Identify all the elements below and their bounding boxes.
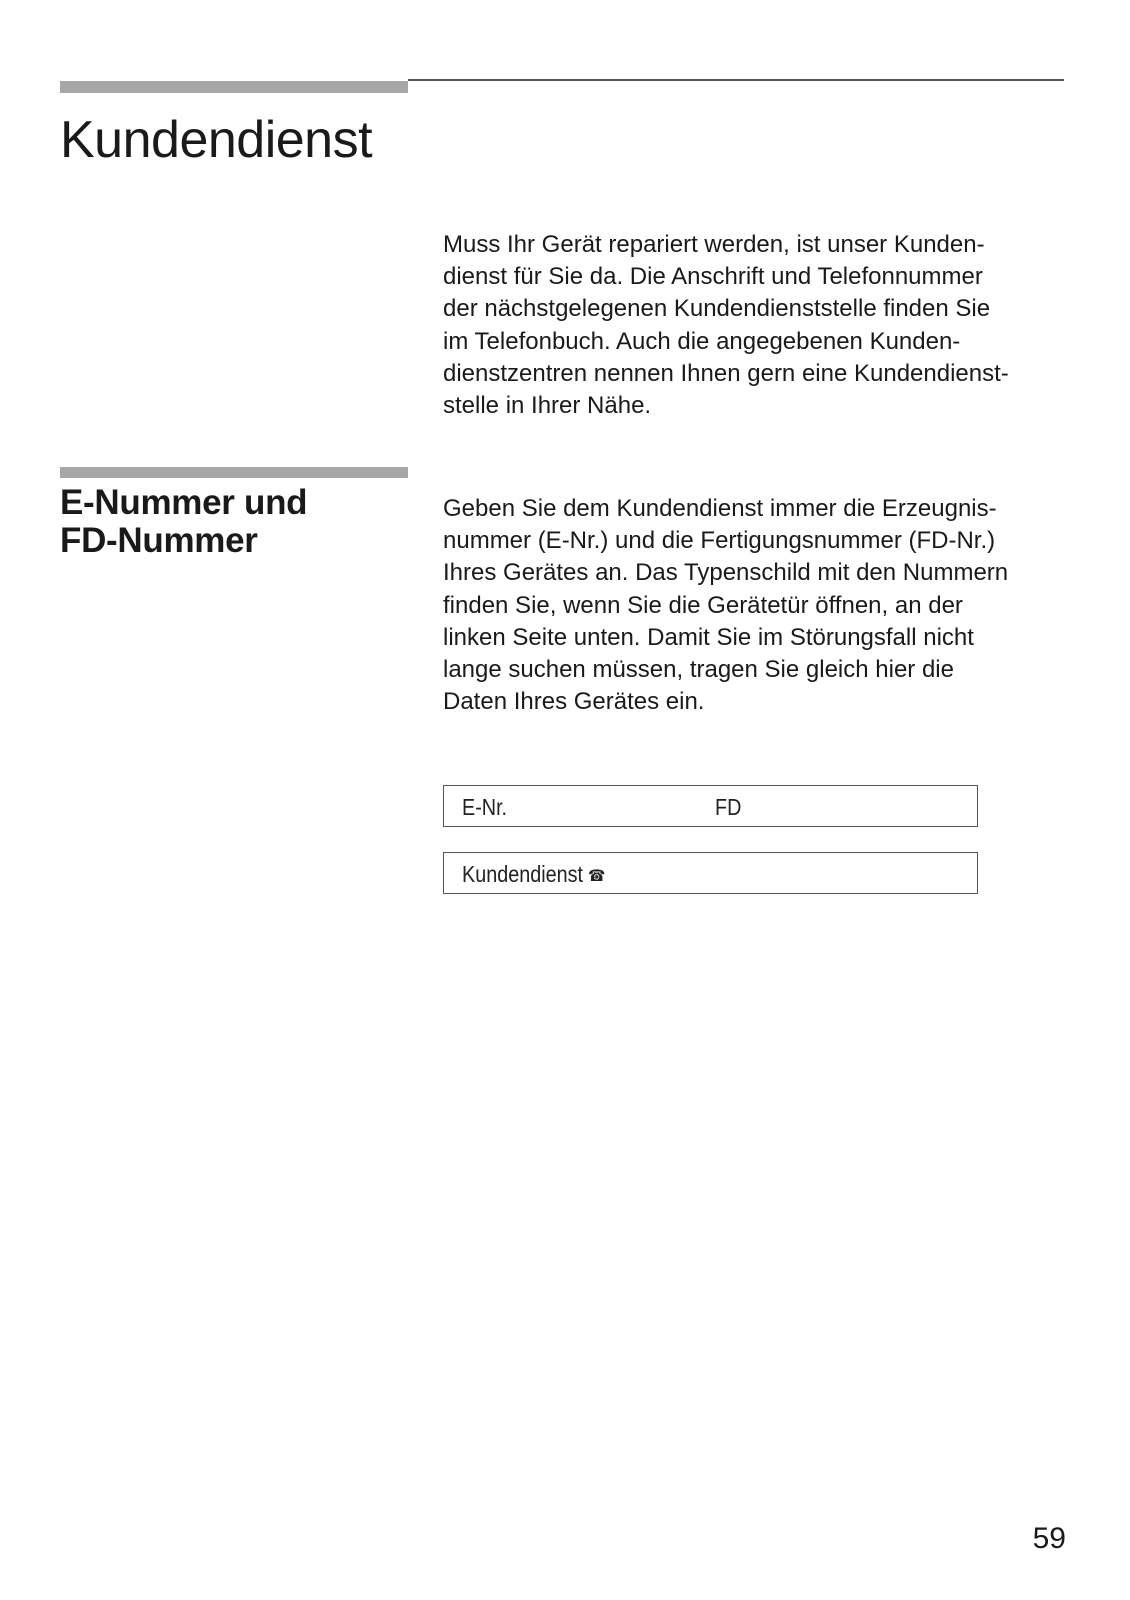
section-line: lange suchen müssen, tragen Sie gleich hier die [443, 656, 954, 684]
service-label-wrap [462, 861, 605, 888]
intro-line: stelle in Ihrer Nähe. [443, 392, 652, 420]
section-title-line: E-Nummer und [60, 483, 308, 522]
intro-line: im Telefonbuch. Auch die angegebenen Kunden- [443, 327, 961, 355]
section-line: Geben Sie dem Kundendienst immer die Erzeugnis- [443, 495, 997, 522]
section-line: finden Sie, wenn Sie die Gerätetür öffnen, an der [443, 591, 963, 619]
intro-line: der nächstgelegenen Kundendienststelle finden Sie [443, 295, 991, 323]
intro-line: Muss Ihr Gerät repariert werden, ist unser Kunden- [443, 231, 985, 258]
section-line: linken Seite unten. Damit Sie im Störungsfall nicht [443, 623, 974, 651]
header-rule-thin [408, 79, 1064, 81]
service-label: Kundendienst [462, 861, 583, 887]
section-line: Daten Ihres Gerätes ein. [443, 688, 705, 716]
intro-line: dienstzentren nennen Ihnen gern eine Kundendienst- [443, 359, 1009, 387]
service-field-box[interactable] [443, 852, 978, 894]
section-paragraph [443, 493, 1073, 718]
section-line: nummer (E-Nr.) und die Fertigungsnummer (FD-Nr.) [443, 527, 996, 555]
intro-paragraph [443, 229, 1073, 422]
phone-icon: ☎ [588, 868, 606, 885]
page-number: 59 [1032, 1522, 1066, 1555]
header-rule-thick [60, 81, 408, 93]
enr-label: E-Nr. [462, 794, 508, 820]
section-title-line: FD-Nummer [60, 521, 258, 560]
section-line: Ihres Gerätes an. Das Typenschild mit den Nummern [443, 559, 1009, 587]
section-title [60, 484, 307, 560]
number-fields-box[interactable] [443, 785, 978, 827]
fd-label: FD [715, 794, 742, 820]
page-title: Kundendienst [60, 111, 373, 169]
section-rule [60, 467, 408, 478]
intro-line: dienst für Sie da. Die Anschrift und Telefonnummer [443, 263, 983, 291]
